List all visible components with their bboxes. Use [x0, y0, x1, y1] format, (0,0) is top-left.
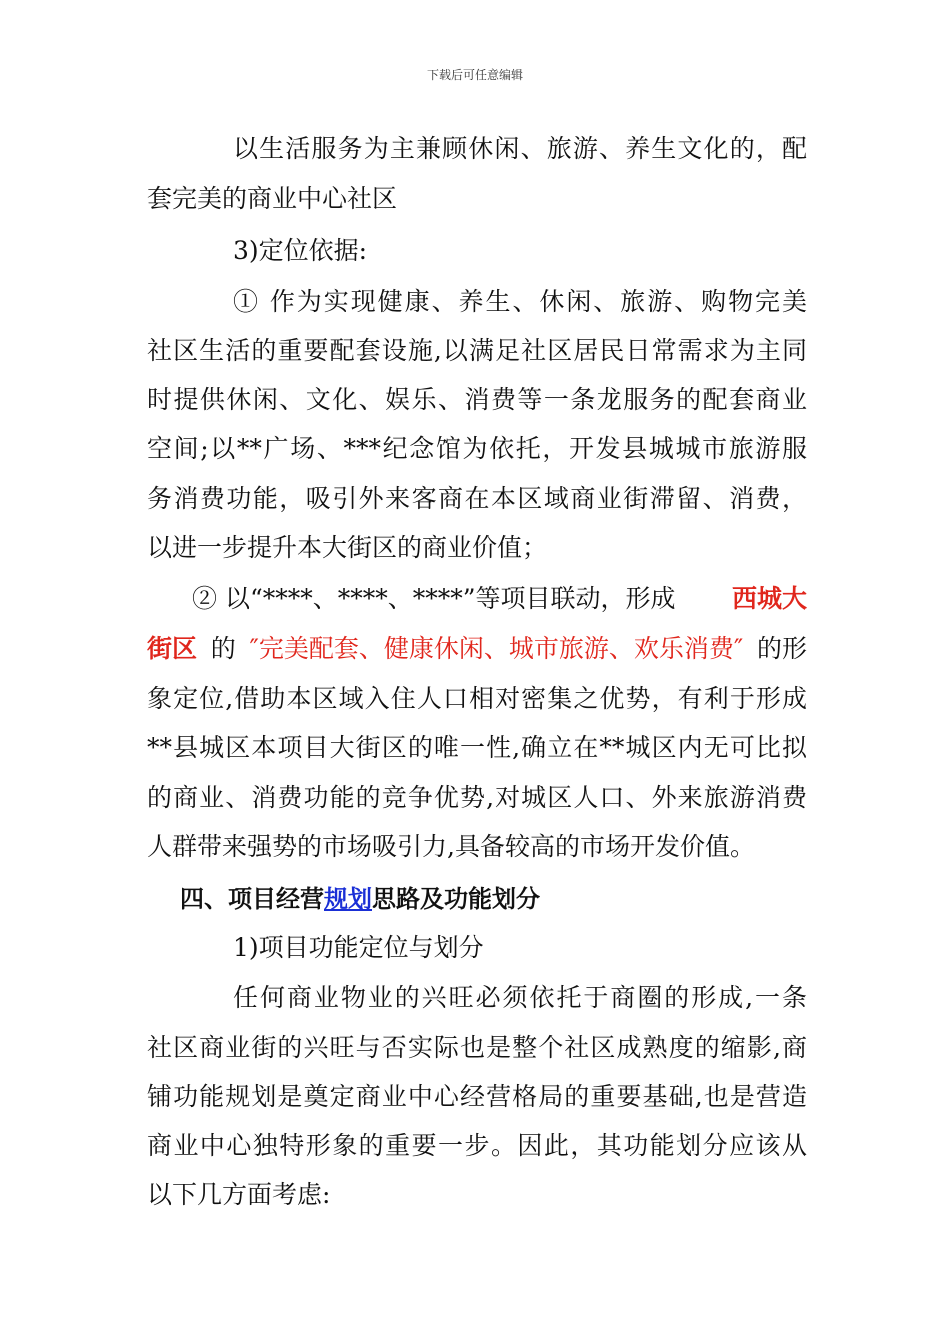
section4-heading-prefix: 四、项目经营: [180, 885, 324, 913]
point2-line2: [147, 634, 807, 664]
point2-line3: 象定位,借助本区域入住人口相对密集之优势，有利于形成: [147, 684, 807, 713]
point2-line6: 人群带来强势的市场吸引力,具备较高的市场开发价值。: [147, 832, 755, 861]
section4-heading-suffix: 思路及功能划分: [372, 885, 540, 913]
point2-line4: **县城区本项目大街区的唯一性,确立在**城区内无可比拟: [147, 733, 807, 762]
positioning-statement-line1: 以生活服务为主兼顾休闲、旅游、养生文化的，配: [233, 134, 807, 163]
section4-para-line4: 商业中心独特形象的重要一步。因此，其功能划分应该从: [147, 1131, 807, 1160]
basis-title: 3)定位依据:: [233, 236, 368, 265]
point2-line1: [192, 584, 807, 614]
point2-line1-prefix: ② 以“****、****、****”等项目联动，形成: [192, 584, 676, 613]
section4-para-line1: 任何商业物业的兴旺必须依托于商圈的形成,一条: [233, 983, 807, 1012]
section4-para-line3: 铺功能规划是奠定商业中心经营格局的重要基础,也是营造: [147, 1082, 807, 1111]
planning-link[interactable]: 规划: [324, 885, 372, 913]
section4-heading: [180, 884, 840, 914]
point1-line1: ① 作为实现健康、养生、休闲、旅游、购物完美: [233, 287, 807, 316]
section4-subtitle: 1)项目功能定位与划分: [233, 933, 484, 962]
point1-line4: 空间;以**广场、***纪念馆为依托，开发县城城市旅游服: [147, 434, 807, 463]
point1-line5: 务消费功能，吸引外来客商在本区域商业街滞留、消费，: [147, 484, 807, 513]
section4-para-line5: 以下几方面考虑:: [147, 1180, 331, 1209]
section4-para-line2: 社区商业街的兴旺与否实际也是整个社区成熟度的缩影,商: [147, 1033, 807, 1062]
point1-line3: 时提供休闲、文化、娱乐、消费等一条龙服务的配套商业: [147, 385, 807, 414]
point1-line6: 以进一步提升本大街区的商业价值；: [147, 533, 548, 562]
point2-line2-highlight-bold: 街区: [147, 634, 198, 663]
point2-line2-highlight: ″完美配套、健康休闲、城市旅游、欢乐消费″: [249, 634, 744, 663]
point2-line2-suffix: 的形: [756, 634, 807, 663]
page-header: 下载后可任意编辑: [426, 68, 523, 82]
point1-line2: 社区生活的重要配套设施,以满足社区居民日常需求为主同: [147, 336, 807, 365]
point2-line2-mid: 的: [210, 634, 236, 663]
point2-line5: 的商业、消费功能的竞争优势,对城区人口、外来旅游消费: [147, 783, 807, 812]
point2-line1-highlight: 西城大: [731, 584, 807, 613]
positioning-statement-line2: 套完美的商业中心社区: [147, 184, 398, 213]
